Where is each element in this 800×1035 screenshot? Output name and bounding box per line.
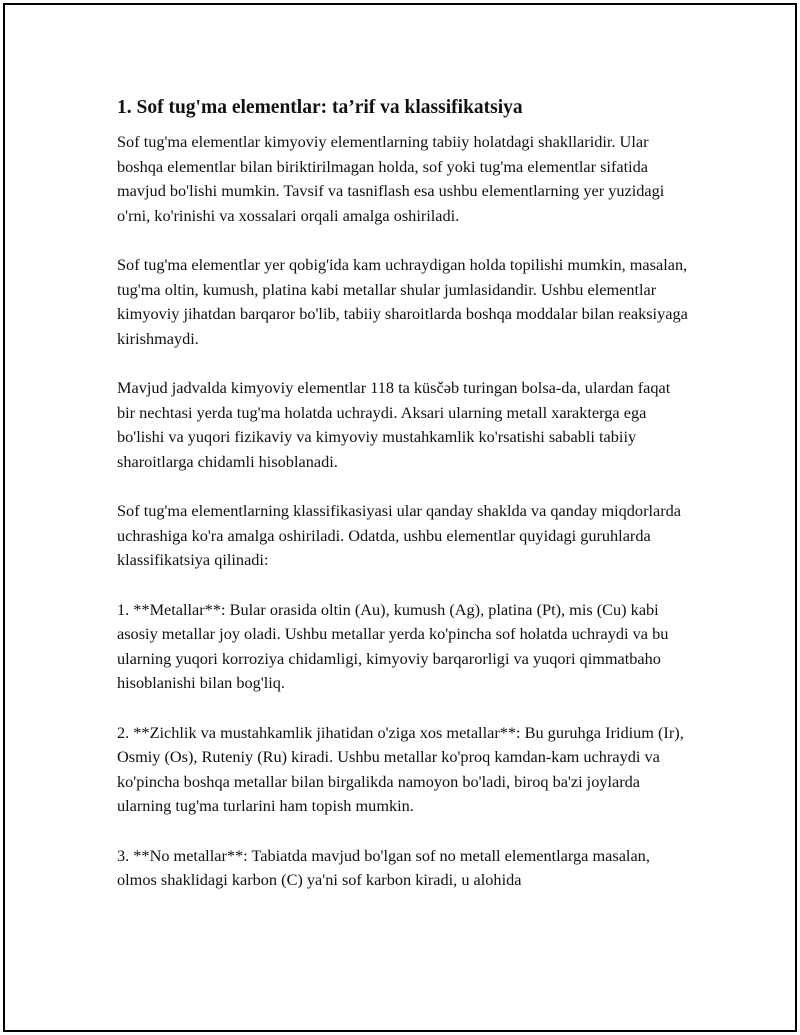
document-body <box>117 96 692 893</box>
section-heading: 1. Sof tug'ma elementlar: ta’rif va klassifikatsiya <box>117 97 523 118</box>
list-item-dense-metals: 2. **Zichlik va mustahkamlik jihatidan o'ziga xos metallar**: Bu guruhga Iridium (Ir), Osmiy (Os), Ruteniy (Ru) kiradi. Ushbu metallar ko'proq kamdan-kam uchraydi va ko'pincha boshqa metallar bilan birgalikda namoyon bo'ladi, biroq ba'zi joylarda ularning tug'ma turlarini ham topish mumkin. <box>117 722 684 815</box>
paragraph-element-count: Mavjud jadvalda kimyoviy elementlar 118 ta küsčəb turingan bolsa-da, ulardan faqat bir nechtasi yerda tug'ma holatda uchraydi. Aksari ularning metall xarakterga ega bo'lishi va yuqori fizikaviy va kimyoviy mustahkamlik ko'rsatishi sababli tabiiy sharoitlarga chidamli hisoblanadi. <box>117 378 671 471</box>
paragraph-definition: Sof tug'ma elementlar kimyoviy elementlarning tabiiy holatdagi shakllaridir. Ular boshqa elementlar bilan biriktirilmagan holda, sof yoki tug'ma elementlar sifatida mavjud bo'lishi mumkin. Tavsif va tasniflash esa ushbu elementlarning yer yuzidagi o'rni, ko'rinishi va xossalari orqali amalga oshiriladi. <box>117 132 665 225</box>
paragraph-classification-intro: Sof tug'ma elementlarning klassifikasiyasi ular qanday shaklda va qanday miqdorlarda uchrashiga ko'ra amalga oshiriladi. Odatda, ushbu elementlar quyidagi guruhlarda klassifikatsiya qilinadi: <box>117 501 682 569</box>
paragraph-occurrence: Sof tug'ma elementlar yer qobig'ida kam uchraydigan holda topilishi mumkin, masalan, tug'ma oltin, kumush, platina kabi metallar shular jumlasidandir. Ushbu elementlar kimyoviy jihatdan barqaror bo'lib, tabiiy sharoitlarda boshqa moddalar bilan reaksiyaga kirishmaydi. <box>117 255 688 348</box>
list-item-nonmetals: 3. **No metallar**: Tabiatda mavjud bo'lgan sof no metall elementlarga masalan, olmos shaklidagi karbon (C) ya'ni sof karbon kiradi, u alohida <box>117 845 650 889</box>
list-item-metals: 1. **Metallar**: Bular orasida oltin (Au), kumush (Ag), platina (Pt), mis (Cu) kabi asosiy metallar joy oladi. Ushbu metallar yerda ko'pincha sof holatda uchraydi va bu ularning yuqori korroziya chidamligi, kimyoviy barqarorligi va yuqori qimmatbaho hisoblanishi bilan bog'liq. <box>117 599 669 692</box>
